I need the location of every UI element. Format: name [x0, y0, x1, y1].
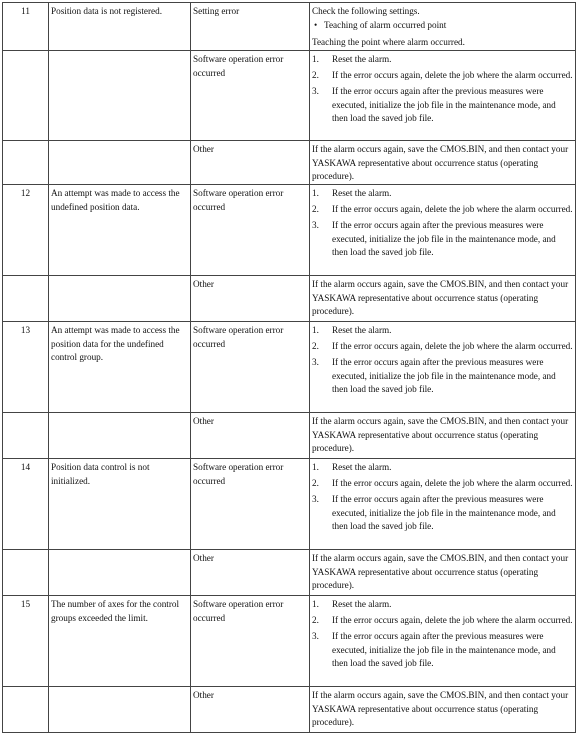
- step-number: 1.: [312, 325, 319, 335]
- empty-message-cell: [49, 687, 191, 733]
- remedy-step: [312, 356, 573, 397]
- remedy-cell: If the alarm occurs again, save the CMOS.BIN, and then contact your YASKAWA representative about occurrence status (operating procedure).: [310, 141, 576, 185]
- step-number: 3.: [312, 357, 319, 368]
- alarm-number: 13: [3, 322, 49, 413]
- step-number: 2.: [312, 341, 319, 352]
- alarm-number: 11: [3, 3, 49, 51]
- empty-message-cell: [49, 550, 191, 596]
- step-text: If the error occurs again, delete the job where the alarm occurred.: [332, 341, 573, 352]
- alarm-message: Position data is not registered.: [49, 3, 191, 51]
- step-text: If the error occurs again after the previous measures were executed, initialize the job file in the maintenance mode, and then load the saved job file.: [332, 220, 556, 258]
- alarm-table: [2, 2, 576, 733]
- remedy-step: [312, 630, 573, 671]
- step-text: If the error occurs again after the previous measures were executed, initialize the job file in the maintenance mode, and then load the saved job file.: [332, 86, 556, 124]
- remedy-steps: [312, 187, 573, 260]
- remedy-steps: [312, 461, 573, 534]
- remedy-cell: [310, 596, 576, 687]
- remedy-step: [312, 340, 573, 354]
- alarm-number: 12: [3, 185, 49, 276]
- remedy-step: [312, 324, 573, 338]
- remedy-step: [312, 203, 573, 217]
- remedy-cell: If the alarm occurs again, save the CMOS.BIN, and then contact your YASKAWA representative about occurrence status (operating procedure).: [310, 413, 576, 459]
- table-row: [3, 51, 576, 141]
- empty-number-cell: [3, 687, 49, 733]
- remedy-cell: If the alarm occurs again, save the CMOS.BIN, and then contact your YASKAWA representative about occurrence status (operating procedure).: [310, 687, 576, 733]
- empty-number-cell: [3, 276, 49, 322]
- step-number: 2.: [312, 70, 319, 81]
- table-row: [3, 596, 576, 687]
- alarm-number: 14: [3, 459, 49, 550]
- cause-cell: Software operation error occurred: [191, 322, 310, 413]
- cause-cell: Software operation error occurred: [191, 51, 310, 141]
- step-text: If the error occurs again, delete the job where the alarm occurred.: [332, 204, 573, 215]
- remedy-step: [312, 614, 573, 628]
- step-text: If the error occurs again, delete the job where the alarm occurred.: [332, 615, 573, 626]
- remedy-cell: [310, 51, 576, 141]
- step-text: Reset the alarm.: [332, 325, 392, 335]
- remedy-step: [312, 69, 573, 83]
- table-row: [3, 550, 576, 596]
- remedy-steps: [312, 53, 573, 126]
- remedy-step: [312, 461, 573, 475]
- cause-cell: Other: [191, 550, 310, 596]
- step-number: 1.: [312, 462, 319, 472]
- cause-cell: Software operation error occurred: [191, 459, 310, 550]
- remedy-step: [312, 53, 573, 67]
- step-number: 3.: [312, 220, 319, 231]
- step-text: Reset the alarm.: [332, 599, 392, 609]
- step-number: 1.: [312, 188, 319, 198]
- empty-message-cell: [49, 141, 191, 185]
- step-text: If the error occurs again, delete the job where the alarm occurred.: [332, 478, 573, 489]
- remedy-intro: Check the following settings.: [312, 6, 420, 16]
- table-row: [3, 687, 576, 733]
- bullet-marker: •: [314, 19, 318, 30]
- remedy-steps: [312, 324, 573, 397]
- step-text: If the error occurs again, delete the job where the alarm occurred.: [332, 70, 573, 81]
- table-row: [3, 413, 576, 459]
- cause-cell: Other: [191, 141, 310, 185]
- alarm-message: An attempt was made to access the undefined position data.: [49, 185, 191, 276]
- remedy-step: [312, 477, 573, 491]
- step-number: 2.: [312, 478, 319, 489]
- remedy-cell: [310, 322, 576, 413]
- table-row: [3, 141, 576, 185]
- step-number: 2.: [312, 204, 319, 215]
- cause-cell: Other: [191, 413, 310, 459]
- cause-cell: Setting error: [191, 3, 310, 51]
- remedy-step: [312, 85, 573, 126]
- step-number: 3.: [312, 631, 319, 642]
- alarm-message: An attempt was made to access the position data for the undefined control group.: [49, 322, 191, 413]
- cause-cell: Software operation error occurred: [191, 596, 310, 687]
- empty-message-cell: [49, 413, 191, 459]
- remedy-step: [312, 187, 573, 201]
- step-number: 3.: [312, 86, 319, 97]
- step-number: 1.: [312, 599, 319, 609]
- cause-cell: Other: [191, 276, 310, 322]
- step-text: If the error occurs again after the previous measures were executed, initialize the job file in the maintenance mode, and then load the saved job file.: [332, 357, 556, 395]
- empty-number-cell: [3, 550, 49, 596]
- remedy-cell: If the alarm occurs again, save the CMOS.BIN, and then contact your YASKAWA representative about occurrence status (operating procedure).: [310, 276, 576, 322]
- step-number: 2.: [312, 615, 319, 626]
- step-text: If the error occurs again after the previous measures were executed, initialize the job file in the maintenance mode, and then load the saved job file.: [332, 494, 556, 532]
- empty-message-cell: [49, 51, 191, 141]
- alarm-message: Position data control is not initialized.: [49, 459, 191, 550]
- empty-number-cell: [3, 141, 49, 185]
- step-number: 1.: [312, 54, 319, 64]
- alarm-message: The number of axes for the control groups exceeded the limit.: [49, 596, 191, 687]
- empty-number-cell: [3, 413, 49, 459]
- bullet-text: Teaching of alarm occurred point: [324, 19, 447, 30]
- table-row: [3, 276, 576, 322]
- table-row: [3, 3, 576, 51]
- table-row: [3, 322, 576, 413]
- remedy-cell: [310, 3, 576, 51]
- remedy-step: [312, 493, 573, 534]
- remedy-step: [312, 219, 573, 260]
- remedy-steps: [312, 598, 573, 671]
- step-text: Reset the alarm.: [332, 54, 392, 64]
- remedy-outro: Teaching the point where alarm occurred.: [312, 37, 465, 48]
- remedy-bullet: [312, 19, 573, 33]
- step-text: If the error occurs again after the previous measures were executed, initialize the job file in the maintenance mode, and then load the saved job file.: [332, 631, 556, 669]
- cause-cell: Software operation error occurred: [191, 185, 310, 276]
- remedy-step: [312, 598, 573, 612]
- empty-message-cell: [49, 276, 191, 322]
- alarm-number: 15: [3, 596, 49, 687]
- empty-number-cell: [3, 51, 49, 141]
- table-row: [3, 459, 576, 550]
- step-number: 3.: [312, 494, 319, 505]
- remedy-cell: If the alarm occurs again, save the CMOS.BIN, and then contact your YASKAWA representative about occurrence status (operating procedure).: [310, 550, 576, 596]
- remedy-cell: [310, 459, 576, 550]
- table-row: [3, 185, 576, 276]
- cause-cell: Other: [191, 687, 310, 733]
- step-text: Reset the alarm.: [332, 188, 392, 198]
- step-text: Reset the alarm.: [332, 462, 392, 472]
- alarm-table-body: [3, 3, 576, 733]
- remedy-cell: [310, 185, 576, 276]
